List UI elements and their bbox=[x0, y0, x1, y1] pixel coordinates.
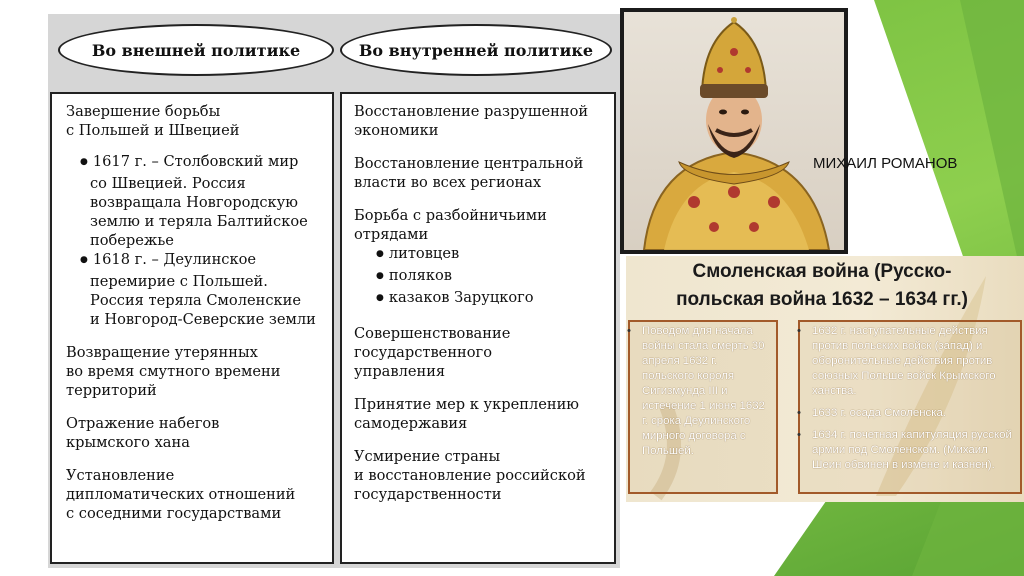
text-line: и Новгород-Северские земли bbox=[90, 311, 316, 328]
portrait-frame bbox=[620, 8, 848, 254]
text-line: Борьба с разбойничьими bbox=[354, 207, 547, 224]
text-line: возвращала Новгородскую bbox=[90, 194, 298, 211]
war-event: • 1634 г. почетная капитуляция русской армии под Смоленском. (Михаил Шеин обвинен в измене и казнен). bbox=[806, 428, 1014, 473]
text-line: поляков bbox=[388, 267, 452, 284]
text-line: Восстановление разрушенной bbox=[354, 103, 589, 120]
text-line: власти во всех регионах bbox=[354, 174, 542, 191]
domestic-item bbox=[354, 447, 604, 504]
text-line: управления bbox=[354, 363, 446, 380]
war-cause-column bbox=[628, 320, 778, 494]
text-line: перемирие с Польшей. bbox=[90, 273, 268, 290]
foreign-bullet bbox=[80, 152, 322, 250]
text-line: крымского хана bbox=[66, 434, 190, 451]
text-line: государственного bbox=[354, 344, 492, 361]
portrait-caption: МИХАИЛ РОМАНОВ bbox=[813, 155, 958, 172]
foreign-item bbox=[66, 414, 322, 452]
header-domestic-policy: Во внутренней политике bbox=[340, 24, 612, 76]
domestic-item bbox=[354, 206, 604, 310]
text-line: 1618 г. – Деулинское bbox=[92, 251, 257, 268]
text-line: отрядами bbox=[354, 226, 429, 243]
war-cause-text: • Поводом для начала войны стала смерть 30 апреля 1632 г. польского короля Сигизмунда III и истечение 1 июня 1632 г. срока Деулинского мирного договора с Польшей. bbox=[636, 324, 770, 459]
foreign-item bbox=[66, 102, 322, 329]
text-line: литовцев bbox=[388, 245, 460, 262]
tsar-portrait-illustration bbox=[624, 12, 844, 250]
foreign-policy-column bbox=[50, 92, 334, 564]
text-line: Завершение борьбы bbox=[66, 103, 221, 120]
policy-table bbox=[48, 14, 620, 568]
domestic-item bbox=[354, 102, 604, 140]
text-line: со Швецией. Россия bbox=[90, 175, 246, 192]
text-line: Усмирение страны bbox=[354, 448, 501, 465]
text-line: и восстановление российской bbox=[354, 467, 586, 484]
text-line: с соседними государствами bbox=[66, 505, 282, 522]
text-line: 1617 г. – Столбовский мир bbox=[92, 153, 299, 170]
text-line: Смоленская война (Русско- bbox=[692, 261, 952, 282]
header-foreign-policy: Во внешней политике bbox=[58, 24, 334, 76]
text-line: дипломатических отношений bbox=[66, 486, 296, 503]
text-line: государственности bbox=[354, 486, 502, 503]
foreign-bullet bbox=[80, 250, 322, 329]
foreign-item bbox=[66, 343, 322, 400]
domestic-item bbox=[354, 324, 604, 381]
text-line: землю и теряла Балтийское bbox=[90, 213, 308, 230]
text-line: Восстановление центральной bbox=[354, 155, 584, 172]
domestic-sub-bullets bbox=[376, 244, 604, 310]
text-line: с Польшей и Швецией bbox=[66, 122, 240, 139]
text-line: во время смутного времени bbox=[66, 363, 281, 380]
portrait-image bbox=[624, 12, 844, 250]
war-event: • 1633 г. осада Смоленска. bbox=[806, 406, 1014, 421]
text-line: польская война 1632 – 1634 гг.) bbox=[676, 289, 968, 310]
text-line: самодержавия bbox=[354, 415, 468, 432]
text-line: побережье bbox=[90, 232, 174, 249]
smolensk-war-block bbox=[626, 256, 1024, 502]
text-line: Установление bbox=[66, 467, 175, 484]
text-line: Совершенствование bbox=[354, 325, 511, 342]
text-line: Россия теряла Смоленские bbox=[90, 292, 301, 309]
text-line: Возвращение утерянных bbox=[66, 344, 258, 361]
war-events-column bbox=[798, 320, 1022, 494]
foreign-item bbox=[66, 466, 322, 523]
text-line: территорий bbox=[66, 382, 157, 399]
domestic-item bbox=[354, 154, 604, 192]
domestic-policy-column bbox=[340, 92, 616, 564]
text-line: казаков Заруцкого bbox=[388, 289, 534, 306]
text-line: Принятие мер к укреплению bbox=[354, 396, 580, 413]
war-title bbox=[626, 258, 1018, 314]
text-line: Отражение набегов bbox=[66, 415, 220, 432]
domestic-item bbox=[354, 395, 604, 433]
war-event: • 1632 г. наступательные действия против польских войск (запад) и оборонительные действия против союзных Польше войск Крымского ханства. bbox=[806, 324, 1014, 399]
text-line: экономики bbox=[354, 122, 439, 139]
